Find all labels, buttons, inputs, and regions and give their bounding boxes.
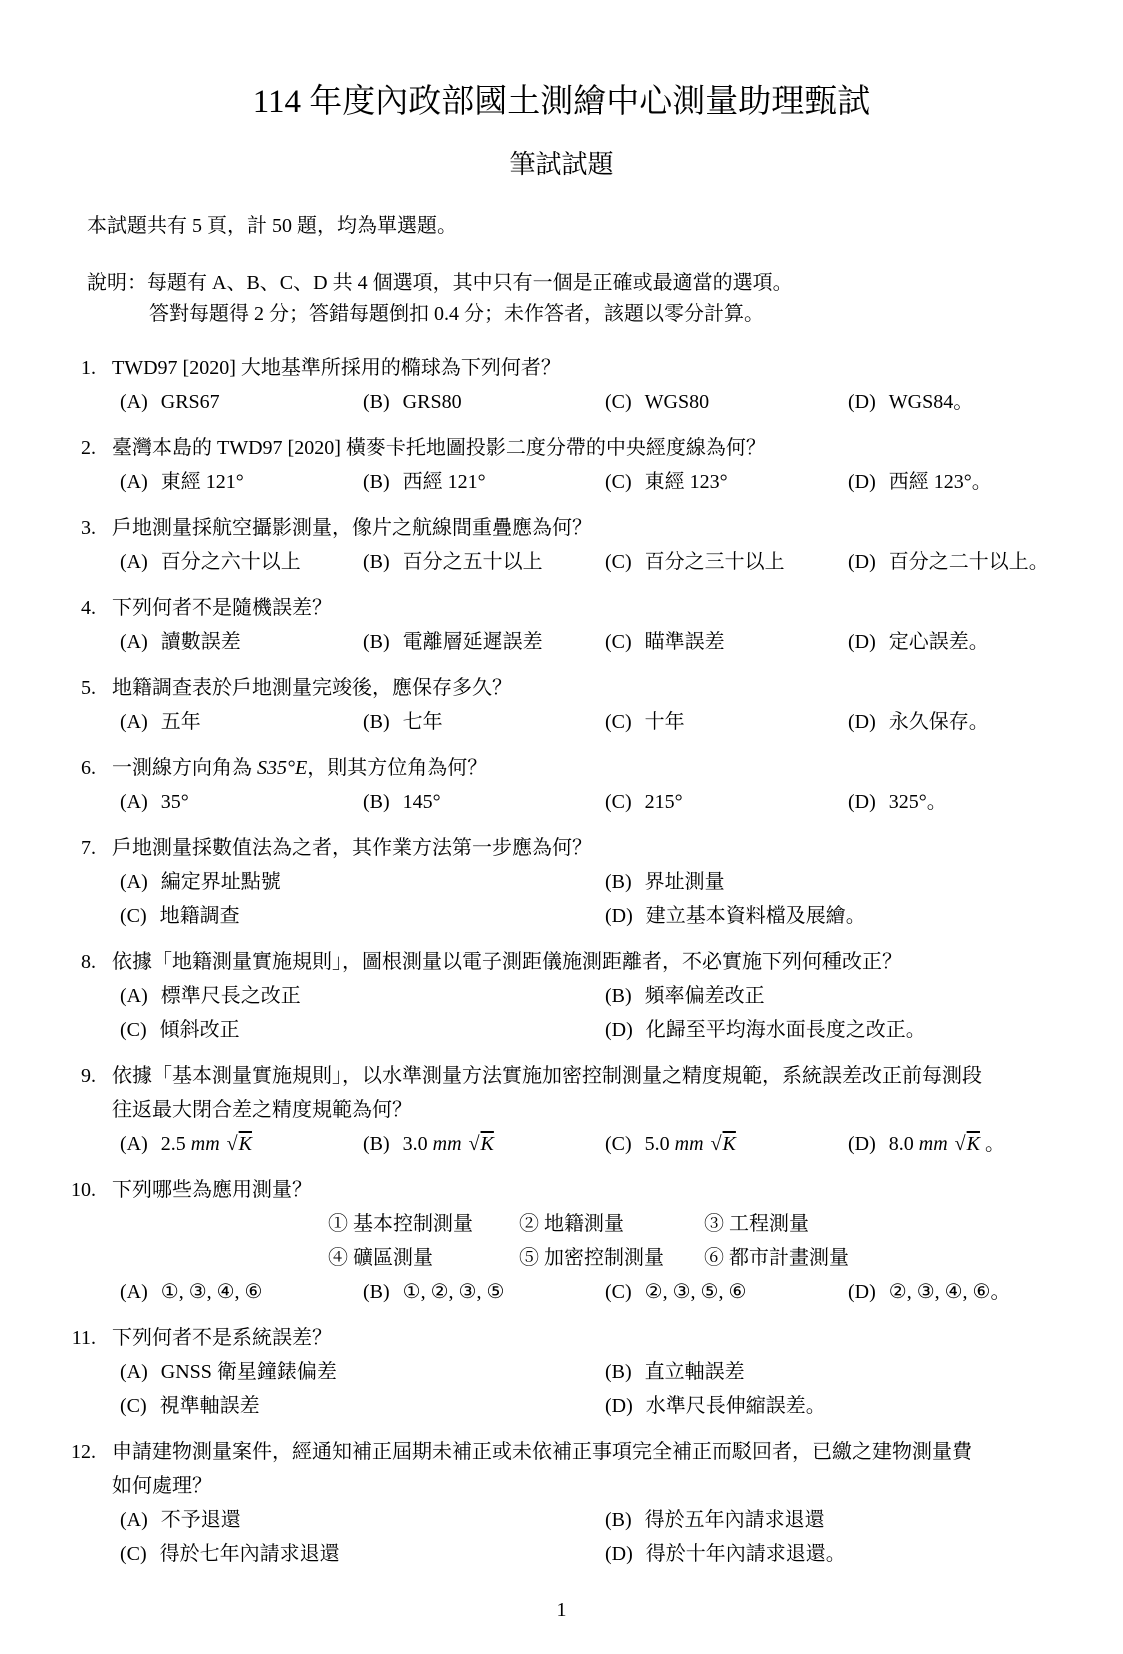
- option-label: (A): [120, 1281, 148, 1303]
- option-a: [120, 1503, 605, 1537]
- question-12: [0, 1435, 1123, 1571]
- option-d: [848, 1127, 1123, 1161]
- option-text: 七年: [402, 711, 443, 733]
- option-text: 東經 123°: [644, 471, 728, 493]
- option-text: GRS80: [402, 391, 462, 413]
- options-row: [112, 1127, 1123, 1161]
- option-d: [848, 705, 1123, 739]
- question-text-post: ，則其方位角為何？: [307, 757, 488, 779]
- option-text: 百分之五十以上: [402, 551, 543, 573]
- option-label: (D): [605, 1543, 633, 1565]
- subitem-3: ③ 工程測量: [704, 1213, 809, 1235]
- option-text: 西經 121°: [402, 471, 486, 493]
- option-label: (C): [605, 391, 632, 413]
- option-text: 界址測量: [644, 871, 725, 893]
- option-label: (A): [120, 985, 148, 1007]
- option-text: 化歸至平均海水面長度之改正。: [645, 1019, 926, 1041]
- question-text: 下列哪些為應用測量？: [112, 1179, 312, 1201]
- option-a: [120, 385, 363, 419]
- question-number: 11.: [71, 1327, 96, 1349]
- option-d: [848, 625, 1123, 659]
- options-row: [112, 385, 1123, 419]
- option-text: WGS84。: [888, 391, 974, 413]
- question-number: 7.: [81, 837, 96, 859]
- intro-text: 本試題共有 5 頁，計 50 題，均為單選題。: [87, 215, 457, 237]
- option-label: (C): [605, 1133, 632, 1155]
- option-unit: mm: [918, 1133, 948, 1155]
- page-number: 1: [556, 1599, 567, 1621]
- question-text: 臺灣本島的 TWD97 [2020] 橫麥卡托地圖投影二度分帶的中央經度線為何？: [112, 437, 766, 459]
- option-b: [363, 1275, 605, 1309]
- question-number: 1.: [81, 357, 96, 379]
- options-row: [120, 1013, 1123, 1047]
- option-label: (D): [605, 1395, 633, 1417]
- option-d: [605, 1389, 1123, 1423]
- option-b: [363, 465, 605, 499]
- options-row: [120, 1355, 1123, 1389]
- question-text: 地籍調查表於戶地測量完竣後，應保存多久？: [112, 677, 512, 699]
- option-a: [120, 1355, 605, 1389]
- option-label: (C): [605, 791, 632, 813]
- question-number: 4.: [81, 597, 96, 619]
- options-row: [112, 465, 1123, 499]
- options-row: [120, 1503, 1123, 1537]
- sqrt-sign: √: [468, 1133, 480, 1155]
- option-text: 地籍調查: [159, 905, 240, 927]
- option-value: 2.5: [160, 1133, 186, 1155]
- options-row: [112, 705, 1123, 739]
- options-row: [120, 1537, 1123, 1571]
- options-row: [112, 625, 1123, 659]
- option-unit: mm: [674, 1133, 704, 1155]
- question-11: [0, 1321, 1123, 1423]
- subitem-6: ⑥ 都市計畫測量: [704, 1247, 849, 1269]
- option-text: ②, ③, ⑤, ⑥: [644, 1281, 747, 1303]
- option-text: 得於十年內請求退還。: [645, 1543, 846, 1565]
- question-text: 下列何者不是系統誤差？: [112, 1327, 332, 1349]
- subitem-2: ② 地籍測量: [519, 1213, 624, 1235]
- option-b: [605, 1355, 1123, 1389]
- question-9: [0, 1059, 1123, 1161]
- instructions-line-2: 答對每題得 2 分；答錯每題倒扣 0.4 分；未作答者，該題以零分計算。: [149, 303, 764, 325]
- option-text: 直立軸誤差: [644, 1361, 745, 1383]
- options-grid: [112, 979, 1123, 1047]
- option-text: 325°。: [888, 791, 947, 813]
- subitem-row: [328, 1241, 1123, 1275]
- subitem-list: [112, 1207, 1123, 1275]
- option-b: [363, 545, 605, 579]
- option-unit: mm: [190, 1133, 220, 1155]
- options-grid: [112, 1503, 1123, 1571]
- option-text: 不予退還: [160, 1509, 241, 1531]
- option-text: 永久保存。: [888, 711, 989, 733]
- option-text: 讀數誤差: [160, 631, 241, 653]
- option-d: [605, 899, 1123, 933]
- option-c: [605, 705, 848, 739]
- option-text: 五年: [160, 711, 201, 733]
- option-c: [605, 545, 848, 579]
- question-text: 依據「基本測量實施規則」，以水準測量方法實施加密控制測量之精度規範，系統誤差改正前每測段往返最大閉合差之精度規範為何？: [112, 1065, 982, 1121]
- option-a: [120, 1127, 363, 1161]
- option-d: [848, 385, 1123, 419]
- option-label: (C): [120, 1019, 147, 1041]
- page-subtitle: 筆試試題: [509, 150, 614, 179]
- question-text: 戶地測量採數值法為之者，其作業方法第一步應為何？: [112, 837, 592, 859]
- options-row: [112, 785, 1123, 819]
- option-c: [605, 1275, 848, 1309]
- option-text: 得於七年內請求退還: [159, 1543, 340, 1565]
- option-a: [120, 979, 605, 1013]
- option-text: 得於五年內請求退還: [644, 1509, 825, 1531]
- option-text: GNSS 衛星鐘錶偏差: [160, 1361, 337, 1383]
- option-label: (C): [605, 471, 632, 493]
- option-label: (B): [363, 1281, 390, 1303]
- option-radicand: K: [238, 1133, 252, 1155]
- option-b: [363, 705, 605, 739]
- options-row: [120, 979, 1123, 1013]
- option-d: [848, 1275, 1123, 1309]
- subitem-5: ⑤ 加密控制測量: [519, 1247, 664, 1269]
- option-text: 百分之六十以上: [160, 551, 301, 573]
- option-label: (C): [605, 1281, 632, 1303]
- option-label: (A): [120, 1509, 148, 1531]
- option-c: [605, 785, 848, 819]
- question-number: 2.: [81, 437, 96, 459]
- option-label: (D): [848, 791, 876, 813]
- question-text: TWD97 [2020] 大地基準所採用的橢球為下列何者？: [112, 357, 561, 379]
- option-label: (B): [363, 791, 390, 813]
- option-a: [120, 625, 363, 659]
- option-c: [605, 1127, 848, 1161]
- option-value: 5.0: [644, 1133, 670, 1155]
- option-text: WGS80: [644, 391, 710, 413]
- sqrt-sign: √: [226, 1133, 238, 1155]
- option-label: (B): [363, 631, 390, 653]
- option-b: [363, 785, 605, 819]
- option-text: 水準尺長伸縮誤差。: [645, 1395, 826, 1417]
- option-label: (B): [363, 471, 390, 493]
- option-text: 百分之二十以上。: [888, 551, 1049, 573]
- option-b: [363, 1127, 605, 1161]
- option-text: ①, ③, ④, ⑥: [160, 1281, 263, 1303]
- sqrt-sign: √: [954, 1133, 966, 1155]
- option-text: 建立基本資料檔及展繪。: [645, 905, 866, 927]
- option-a: [120, 785, 363, 819]
- option-d: [848, 545, 1123, 579]
- option-text: 標準尺長之改正: [160, 985, 301, 1007]
- option-value: 8.0: [888, 1133, 914, 1155]
- option-d: [605, 1013, 1123, 1047]
- option-text: 電離層延遲誤差: [402, 631, 543, 653]
- instructions: [87, 268, 1028, 330]
- options-grid: [112, 1355, 1123, 1423]
- options-row: [112, 1275, 1123, 1309]
- option-label: (D): [848, 471, 876, 493]
- question-4: [0, 591, 1123, 659]
- subitem-row: [328, 1207, 1123, 1241]
- option-unit: mm: [432, 1133, 462, 1155]
- option-label: (B): [605, 871, 632, 893]
- question-number: 8.: [81, 951, 96, 973]
- bearing-math: S35°E: [257, 757, 308, 779]
- question-number: 3.: [81, 517, 96, 539]
- option-text: 215°: [644, 791, 683, 813]
- option-label: (B): [363, 551, 390, 573]
- question-3: [0, 511, 1123, 579]
- option-text: 東經 121°: [160, 471, 244, 493]
- option-label: (A): [120, 711, 148, 733]
- subitem-4: ④ 礦區測量: [328, 1247, 433, 1269]
- option-text: 傾斜改正: [159, 1019, 240, 1041]
- option-label: (A): [120, 791, 148, 813]
- option-label: (C): [605, 711, 632, 733]
- option-label: (C): [605, 551, 632, 573]
- option-label: (A): [120, 871, 148, 893]
- question-text: [112, 751, 982, 785]
- option-text: 視準軸誤差: [159, 1395, 260, 1417]
- option-d: [848, 465, 1123, 499]
- question-text: 戶地測量採航空攝影測量，像片之航線間重疊應為何？: [112, 517, 592, 539]
- options-row: [120, 899, 1123, 933]
- option-label: (A): [120, 391, 148, 413]
- option-d: [848, 785, 1123, 819]
- question-10: [0, 1173, 1123, 1309]
- option-label: (B): [363, 711, 390, 733]
- option-suffix: 。: [984, 1133, 1005, 1155]
- option-c: [120, 1013, 605, 1047]
- option-text: 百分之三十以上: [644, 551, 785, 573]
- subitem-1: ① 基本控制測量: [328, 1213, 473, 1235]
- option-a: [120, 545, 363, 579]
- option-label: (A): [120, 551, 148, 573]
- option-radicand: K: [722, 1133, 736, 1155]
- options-row: [120, 1389, 1123, 1423]
- option-radicand: K: [966, 1133, 980, 1155]
- options-row: [120, 865, 1123, 899]
- option-c: [605, 625, 848, 659]
- option-radicand: K: [480, 1133, 494, 1155]
- option-text: ②, ③, ④, ⑥。: [888, 1281, 1011, 1303]
- option-label: (D): [848, 1281, 876, 1303]
- option-label: (C): [605, 631, 632, 653]
- option-label: (D): [605, 905, 633, 927]
- option-a: [120, 1275, 363, 1309]
- option-label: (A): [120, 631, 148, 653]
- question-7: [0, 831, 1123, 933]
- option-label: (B): [605, 1509, 632, 1531]
- option-c: [605, 385, 848, 419]
- option-label: (B): [363, 1133, 390, 1155]
- option-c: [120, 1389, 605, 1423]
- question-number: 10.: [71, 1179, 96, 1201]
- question-number: 12.: [71, 1441, 96, 1463]
- option-text: ①, ②, ③, ⑤: [402, 1281, 505, 1303]
- options-grid: [112, 865, 1123, 933]
- page-title: 114 年度內政部國土測繪中心測量助理甄試: [252, 84, 871, 120]
- options-row: [112, 545, 1123, 579]
- option-label: (D): [848, 551, 876, 573]
- option-label: (A): [120, 1133, 148, 1155]
- option-text: 十年: [644, 711, 685, 733]
- option-label: (D): [848, 391, 876, 413]
- option-text: 頻率偏差改正: [644, 985, 765, 1007]
- option-label: (C): [120, 1543, 147, 1565]
- question-text-pre: 一測線方向角為: [112, 757, 257, 779]
- question-number: 5.: [81, 677, 96, 699]
- option-b: [605, 865, 1123, 899]
- question-5: [0, 671, 1123, 739]
- question-list: [0, 351, 1123, 1571]
- option-label: (B): [605, 985, 632, 1007]
- option-c: [120, 1537, 605, 1571]
- question-1: [0, 351, 1123, 419]
- question-number: 9.: [81, 1065, 96, 1087]
- option-label: (A): [120, 1361, 148, 1383]
- question-text: 依據「地籍測量實施規則」，圖根測量以電子測距儀施測距離者，不必實施下列何種改正？: [112, 951, 902, 973]
- option-label: (D): [848, 1133, 876, 1155]
- option-label: (D): [848, 711, 876, 733]
- option-label: (B): [363, 391, 390, 413]
- option-c: [120, 899, 605, 933]
- option-c: [605, 465, 848, 499]
- option-b: [605, 979, 1123, 1013]
- option-text: 定心誤差。: [888, 631, 989, 653]
- option-label: (A): [120, 471, 148, 493]
- question-8: [0, 945, 1123, 1047]
- option-d: [605, 1537, 1123, 1571]
- option-b: [363, 385, 605, 419]
- question-text: 申請建物測量案件，經通知補正屆期未補正或未依補正事項完全補正而駁回者，已繳之建物測量費如何處理？: [112, 1441, 972, 1497]
- option-a: [120, 865, 605, 899]
- question-text: 下列何者不是隨機誤差？: [112, 597, 332, 619]
- instructions-line-1: 說明：每題有 A、B、C、D 共 4 個選項，其中只有一個是正確或最適當的選項。: [87, 272, 793, 294]
- sqrt-sign: √: [710, 1133, 722, 1155]
- option-value: 3.0: [402, 1133, 428, 1155]
- option-text: 35°: [160, 791, 189, 813]
- question-2: [0, 431, 1123, 499]
- option-label: (D): [605, 1019, 633, 1041]
- option-text: 145°: [402, 791, 441, 813]
- option-a: [120, 705, 363, 739]
- question-number: 6.: [81, 757, 96, 779]
- option-text: 西經 123°。: [888, 471, 992, 493]
- question-6: [0, 751, 1123, 819]
- option-b: [605, 1503, 1123, 1537]
- option-text: 瞄準誤差: [644, 631, 725, 653]
- option-text: 編定界址點號: [160, 871, 281, 893]
- option-label: (C): [120, 905, 147, 927]
- option-b: [363, 625, 605, 659]
- option-a: [120, 465, 363, 499]
- option-label: (D): [848, 631, 876, 653]
- option-text: GRS67: [160, 391, 220, 413]
- option-label: (B): [605, 1361, 632, 1383]
- option-label: (C): [120, 1395, 147, 1417]
